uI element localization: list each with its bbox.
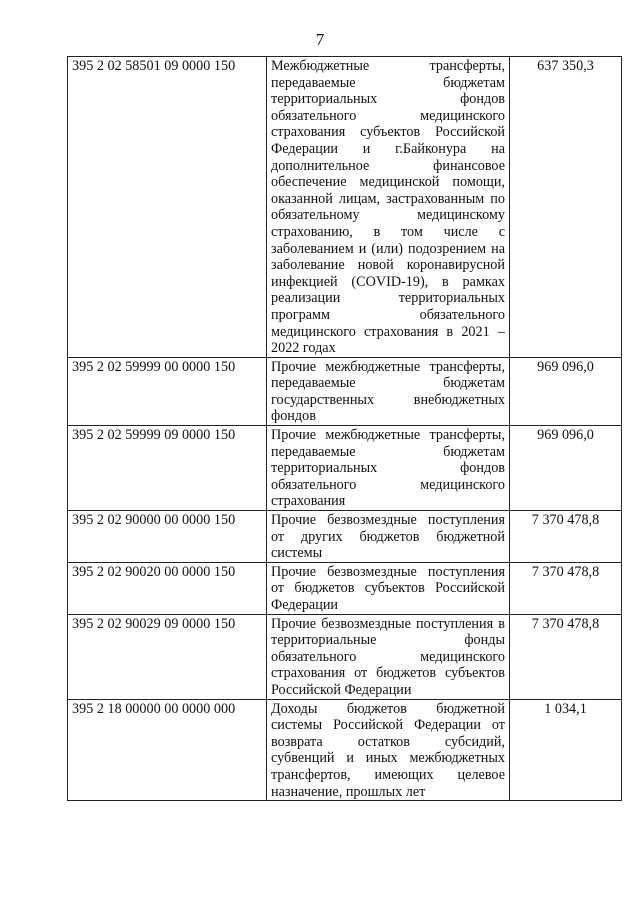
budget-classification-code: 395 2 18 00000 00 0000 000 xyxy=(68,699,267,801)
budget-classification-code: 395 2 02 90029 09 0000 150 xyxy=(68,614,267,699)
revenue-description: Прочие межбюджетные трансферты, передаваемые бюджетам территориальных фондов обязательного медицинского страхования xyxy=(267,426,510,511)
revenue-amount: 1 034,1 xyxy=(510,699,622,801)
table-row xyxy=(68,357,622,425)
table-row xyxy=(68,562,622,614)
budget-classification-code: 395 2 02 90000 00 0000 150 xyxy=(68,511,267,563)
budget-classification-code: 395 2 02 58501 09 0000 150 xyxy=(68,57,267,358)
revenue-amount: 969 096,0 xyxy=(510,426,622,511)
revenue-amount: 637 350,3 xyxy=(510,57,622,358)
page-number: 7 xyxy=(315,30,325,49)
revenue-amount: 7 370 478,8 xyxy=(510,511,622,563)
revenue-description: Прочие безвозмездные поступления от других бюджетов бюджетной системы xyxy=(267,511,510,563)
budget-revenue-table xyxy=(67,56,622,801)
revenue-description: Прочие безвозмездные поступления в территориальные фонды обязательного медицинского страхования от бюджетов субъектов Российской Федерации xyxy=(267,614,510,699)
table-row xyxy=(68,426,622,511)
revenue-description: Доходы бюджетов бюджетной системы Российской Федерации от возврата остатков субсидий, субвенций и иных межбюджетных трансфертов, имеющих целевое назначение, прошлых лет xyxy=(267,699,510,801)
budget-classification-code: 395 2 02 59999 09 0000 150 xyxy=(68,426,267,511)
revenue-description: Прочие межбюджетные трансферты, передаваемые бюджетам государственных внебюджетных фондов xyxy=(267,357,510,425)
table-row xyxy=(68,511,622,563)
table-row xyxy=(68,614,622,699)
table-row xyxy=(68,57,622,358)
revenue-amount: 969 096,0 xyxy=(510,357,622,425)
revenue-amount: 7 370 478,8 xyxy=(510,614,622,699)
budget-classification-code: 395 2 02 90020 00 0000 150 xyxy=(68,562,267,614)
revenue-description: Межбюджетные трансферты, передаваемые бюджетам территориальных фондов обязательного медицинского страхования субъектов Российской Федерации и г.Байконура на дополнительное финансовое обеспечение медицинской помощи, оказанной лицам, застрахованным по обязательному медицинскому страхованию, в том числе с заболеванием и (или) подозрением на заболевание новой коронавирусной инфекцией (COVID-19), в рамках реализации территориальных программ обязательного медицинского страхования в 2021 – 2022 годах xyxy=(267,57,510,358)
table-row xyxy=(68,699,622,801)
revenue-amount: 7 370 478,8 xyxy=(510,562,622,614)
revenue-description: Прочие безвозмездные поступления от бюджетов субъектов Российской Федерации xyxy=(267,562,510,614)
budget-classification-code: 395 2 02 59999 00 0000 150 xyxy=(68,357,267,425)
